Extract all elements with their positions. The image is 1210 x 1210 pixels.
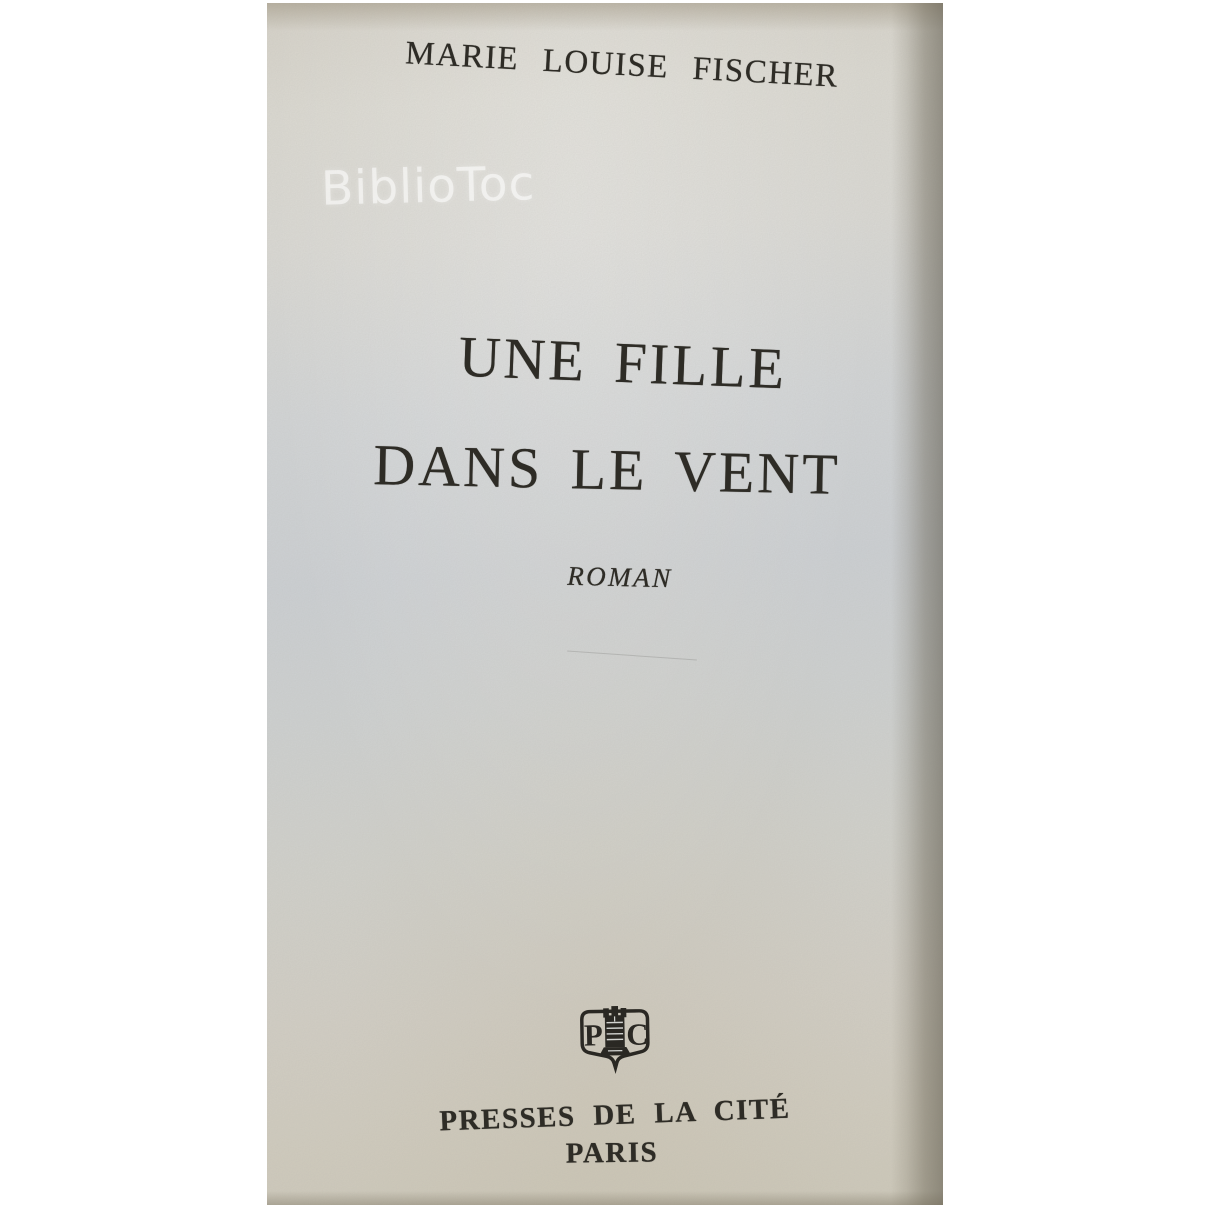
publisher-monogram-icon (575, 1003, 654, 1078)
page-bottom-shadow (267, 1191, 943, 1205)
book-title-page-photo (267, 3, 943, 1205)
monogram-letter-c: C (626, 1017, 649, 1052)
publisher-city: PARIS (565, 1136, 659, 1170)
bibliotoc-watermark: BiblioToc (320, 156, 537, 217)
author-name: MARIE LOUISE FISCHER (404, 35, 840, 95)
publisher-name: PRESSES DE LA CITÉ (438, 1092, 792, 1138)
page-top-shadow (267, 3, 943, 31)
book-title-line-2: DANS LE VENT (372, 432, 842, 507)
monogram-letter-p: P (583, 1018, 604, 1053)
genre-label: ROMAN (566, 560, 674, 594)
book-title-line-1: UNE FILLE (457, 323, 789, 402)
page-edge-shadow (891, 3, 943, 1205)
